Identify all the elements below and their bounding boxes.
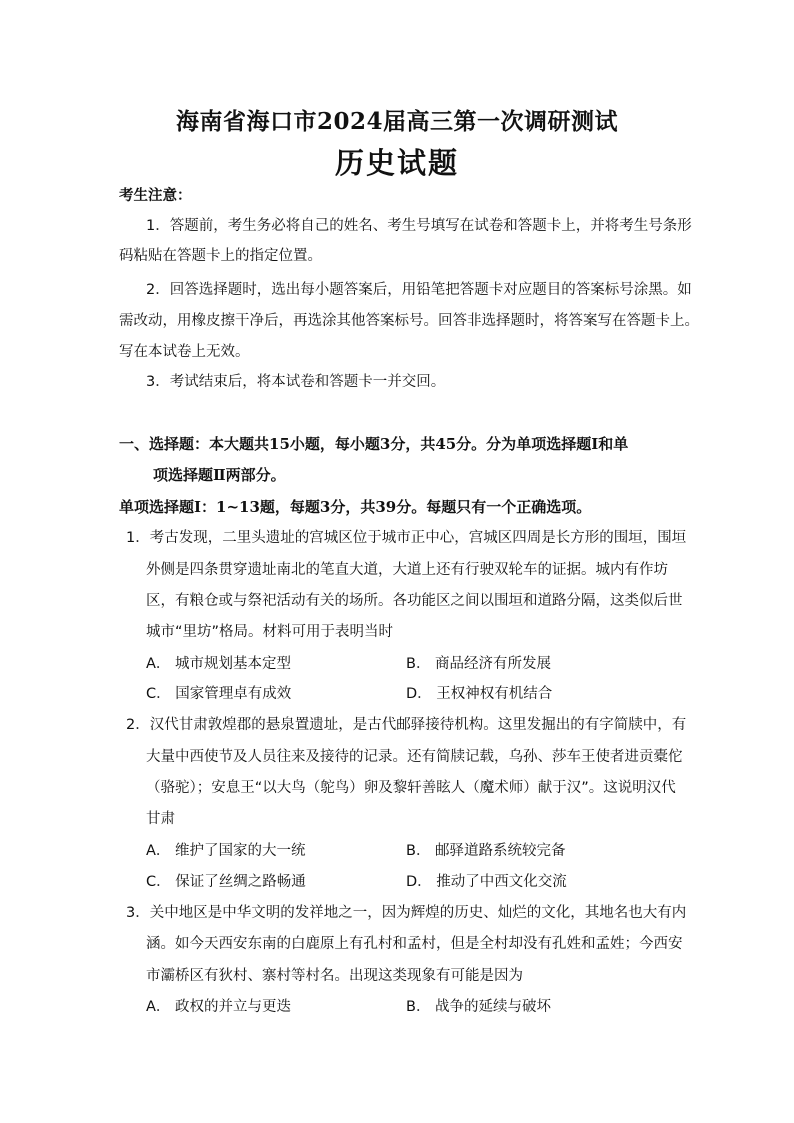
- notice-item-2: 2．回答选择题时，选出每小题答案后，用铅笔把答题卡对应题目的答案标号涂黑。如: [146, 282, 692, 298]
- question-1-line: 城市“里坊”格局。材料可用于表明当时: [146, 624, 394, 640]
- exam-subtitle: 历史试题: [334, 146, 459, 180]
- question-1: 1．考古发现，二里头遗址的宫城区位于城市正中心，宫城区四周是长方形的围垣，围垣: [126, 530, 687, 546]
- question-2-line: 甘肃: [146, 811, 175, 827]
- question-3-option-a: A． 政权的并立与更迭: [146, 999, 292, 1015]
- notice-item-1: 1．答题前，考生务必将自己的姓名、考生号填写在试卷和答题卡上，并将考生号条形: [146, 218, 692, 234]
- question-1-line: 区，有粮仓或与祭祀活动有关的场所。各功能区之间以围垣和道路分隔，这类似后世: [146, 593, 683, 609]
- question-2-option-a: A． 维护了国家的大一统: [146, 843, 306, 859]
- question-1-option-c: C． 国家管理卓有成效: [146, 686, 292, 702]
- question-2-option-d: D． 推动了中西文化交流: [406, 874, 567, 890]
- question-1-option-d: D． 王权神权有机结合: [406, 686, 553, 702]
- question-2-option-b: B． 邮驿道路系统较完备: [406, 843, 566, 859]
- question-3-option-b: B． 战争的延续与破坏: [406, 999, 552, 1015]
- section-heading-cont: 项选择题Ⅱ两部分。: [153, 466, 286, 484]
- notice-heading: 考生注意：: [119, 188, 192, 204]
- notice-item-2-cont: 需改动，用橡皮擦干净后，再选涂其他答案标号。回答非选择题时，将答案写在答题卡上。: [119, 313, 699, 329]
- section-subheading: 单项选择题Ⅰ：1~13题，每题3分，共39分。每题只有一个正确选项。: [119, 498, 592, 516]
- notice-item-3: 3．考试结束后，将本试卷和答题卡一并交回。: [146, 374, 446, 390]
- question-1-option-b: B． 商品经济有所发展: [406, 656, 552, 672]
- question-3-line: 市灞桥区有狄村、寨村等村名。出现这类现象有可能是因为: [146, 968, 523, 984]
- notice-item-1-cont: 码粘贴在答题卡上的指定位置。: [119, 248, 322, 264]
- notice-item-2-cont2: 写在本试卷上无效。: [119, 344, 250, 360]
- question-2: 2．汉代甘肃敦煌郡的悬泉置遗址，是古代邮驿接待机构。这里发掘出的有字简牍中，有: [126, 717, 687, 733]
- exam-title: 海南省海口市2024届高三第一次调研测试: [175, 108, 618, 135]
- section-heading: 一、选择题：本大题共15小题，每小题3分，共45分。分为单项选择题Ⅰ和单: [119, 435, 629, 453]
- question-2-line: （骆驼）；安息王“以大鸟（鸵鸟）卵及黎轩善眩人（魔术师）献于汉”。这说明汉代: [146, 780, 676, 796]
- question-3: 3．关中地区是中华文明的发祥地之一，因为辉煌的历史、灿烂的文化，其地名也大有内: [126, 905, 687, 921]
- question-2-line: 大量中西使节及人员往来及接待的记录。还有简牍记载，乌孙、莎车王使者进贡橐佗: [146, 749, 683, 765]
- question-2-option-c: C． 保证了丝绸之路畅通: [146, 874, 306, 890]
- question-3-line: 涵。如今天西安东南的白鹿原上有孔村和孟村，但是全村却没有孔姓和孟姓；今西安: [146, 936, 683, 952]
- question-1-option-a: A． 城市规划基本定型: [146, 656, 292, 672]
- question-1-line: 外侧是四条贯穿遗址南北的笔直大道，大道上还有行驶双轮车的证据。城内有作坊: [146, 562, 668, 578]
